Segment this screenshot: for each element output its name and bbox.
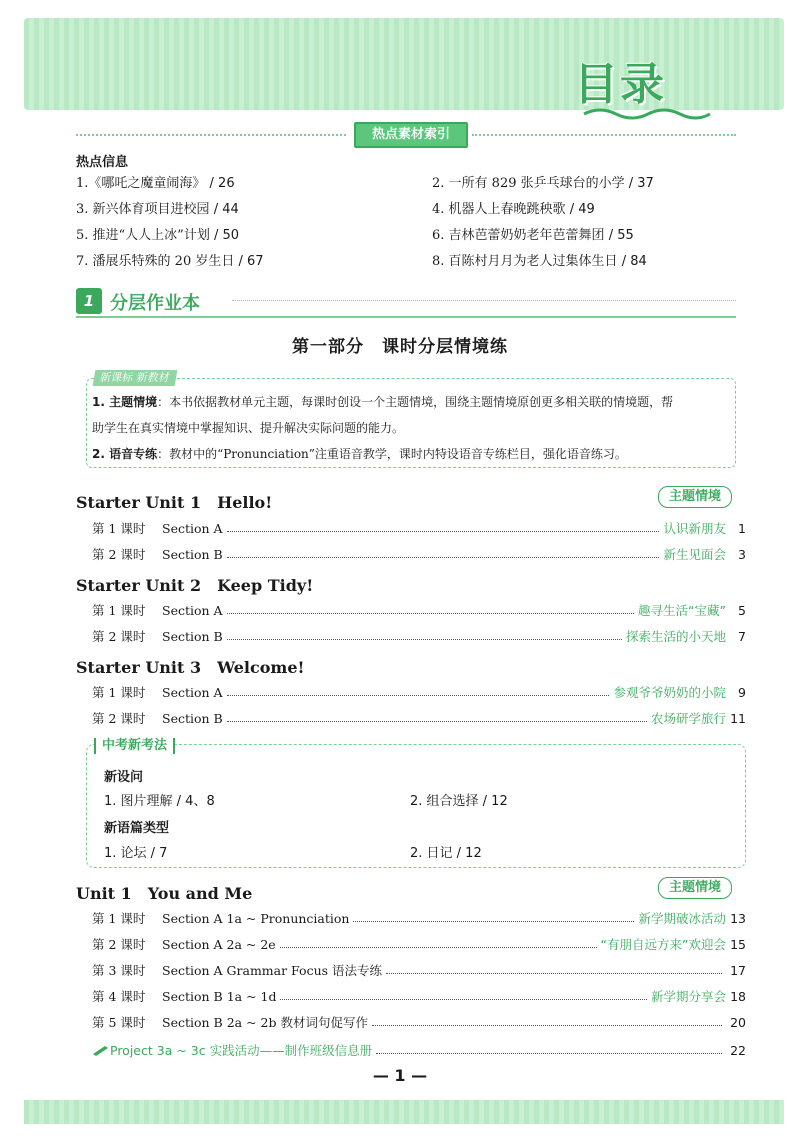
lesson-row[interactable]: 第 5 课时 Section B 2a ~ 2b 教材词句促写作 20 bbox=[92, 1014, 746, 1030]
page-number: — 1 — bbox=[372, 1066, 428, 1085]
leader-dots bbox=[227, 721, 647, 722]
hot-item[interactable]: 7. 潘展乐特殊的 20 岁生日 / 67 bbox=[76, 254, 264, 269]
exam-group-heading: 新语篇类型 bbox=[104, 821, 170, 836]
divider bbox=[76, 134, 346, 137]
hot-item[interactable]: 4. 机器人上春晚跳秧歌 / 49 bbox=[432, 202, 595, 217]
leader-dots bbox=[376, 1053, 722, 1054]
note-item-1-continued: 助学生在真实情境中掌握知识、提升解决实际问题的能力。 bbox=[92, 421, 405, 435]
leader-dots bbox=[280, 947, 597, 948]
lesson-row[interactable]: 第 4 课时 Section B 1a ~ 1d 新学期分享会 18 bbox=[92, 988, 746, 1004]
hot-item[interactable]: 8. 百陈村月月为老人过集体生日 / 84 bbox=[432, 254, 647, 269]
note-item-1: 1. 主题情境：本书依据教材单元主题，每课时创设一个主题情境，围绕主题情境原创更多相关联的情境题，帮 bbox=[92, 395, 674, 409]
unit-title[interactable]: Starter Unit 2 Keep Tidy! bbox=[76, 576, 314, 595]
leader-dots bbox=[227, 613, 634, 614]
page-title: 目录 bbox=[574, 59, 666, 110]
leader-dots bbox=[227, 639, 622, 640]
lesson-row[interactable]: 第 2 课时 Section B 农场研学旅行 11 bbox=[92, 710, 746, 726]
unit-title[interactable]: Starter Unit 1 Hello! bbox=[76, 493, 273, 512]
exam-item[interactable]: 2. 日记 / 12 bbox=[410, 846, 482, 861]
hot-item[interactable]: 2. 一所有 829 张乒乓球台的小学 / 37 bbox=[432, 176, 654, 191]
header-band bbox=[24, 18, 784, 110]
theme-tag: 主题情境 bbox=[658, 877, 732, 899]
part-title: 第一部分 课时分层情境练 bbox=[292, 337, 508, 357]
footer-band bbox=[24, 1100, 784, 1124]
lesson-row[interactable]: 第 1 课时 Section A 趣寻生活“宝藏” 5 bbox=[92, 602, 746, 618]
leader-dots bbox=[280, 999, 647, 1000]
leader-dots bbox=[372, 1025, 722, 1026]
lesson-row[interactable]: 第 2 课时 Section B 新生见面会 3 bbox=[92, 546, 746, 562]
divider bbox=[232, 300, 736, 301]
exam-item[interactable]: 1. 论坛 / 7 bbox=[104, 846, 168, 861]
notes-tag: 新课标 新教材 bbox=[93, 370, 177, 386]
lesson-row[interactable]: 第 1 课时 Section A 认识新朋友 1 bbox=[92, 520, 746, 536]
wave-decoration-icon bbox=[582, 106, 712, 120]
hot-item[interactable]: 5. 推进“人人上冰”计划 / 50 bbox=[76, 228, 240, 243]
hot-index-banner: 热点素材索引 bbox=[354, 122, 468, 148]
lesson-row[interactable]: 第 2 课时 Section A 2a ~ 2e “有朋自远方来”欢迎会 15 bbox=[92, 936, 746, 952]
leader-dots bbox=[227, 557, 660, 558]
divider bbox=[472, 134, 736, 137]
exam-group-heading: 新设问 bbox=[104, 770, 144, 785]
exam-item[interactable]: 2. 组合选择 / 12 bbox=[410, 794, 508, 809]
pencil-icon bbox=[92, 1044, 110, 1056]
project-row[interactable]: Project 3a ~ 3c 实践活动——制作班级信息册 22 bbox=[92, 1040, 746, 1060]
lesson-row[interactable]: 第 1 课时 Section A 参观爷爷奶奶的小院 9 bbox=[92, 684, 746, 700]
lesson-row[interactable]: 第 3 课时 Section A Grammar Focus 语法专练 17 bbox=[92, 962, 746, 978]
unit-title[interactable]: Unit 1 You and Me bbox=[76, 884, 253, 903]
lesson-row[interactable]: 第 1 课时 Section A 1a ~ Pronunciation 新学期破冰活动 13 bbox=[92, 910, 746, 926]
hot-item[interactable]: 3. 新兴体育项目进校园 / 44 bbox=[76, 202, 239, 217]
leader-dots bbox=[227, 531, 660, 532]
section-title: 分层作业本 bbox=[110, 293, 200, 314]
section-badge: 1 bbox=[76, 288, 102, 314]
note-item-2: 2. 语音专练：教材中的“Pronunciation”注重语音教学，课时内特设语音专练栏目，强化语音练习。 bbox=[92, 447, 627, 461]
divider bbox=[76, 316, 736, 318]
leader-dots bbox=[386, 973, 722, 974]
hot-item[interactable]: 6. 吉林芭蕾奶奶老年芭蕾舞团 / 55 bbox=[432, 228, 634, 243]
theme-tag: 主题情境 bbox=[658, 486, 732, 508]
unit-title[interactable]: Starter Unit 3 Welcome! bbox=[76, 658, 305, 677]
hot-index-heading: 热点信息 bbox=[76, 155, 129, 170]
exam-tag: 中考新考法 bbox=[94, 738, 175, 754]
leader-dots bbox=[353, 921, 634, 922]
leader-dots bbox=[227, 695, 610, 696]
hot-item[interactable]: 1.《哪吒之魔童闹海》 / 26 bbox=[76, 176, 235, 191]
exam-item[interactable]: 1. 图片理解 / 4、8 bbox=[104, 794, 215, 809]
lesson-row[interactable]: 第 2 课时 Section B 探索生活的小天地 7 bbox=[92, 628, 746, 644]
